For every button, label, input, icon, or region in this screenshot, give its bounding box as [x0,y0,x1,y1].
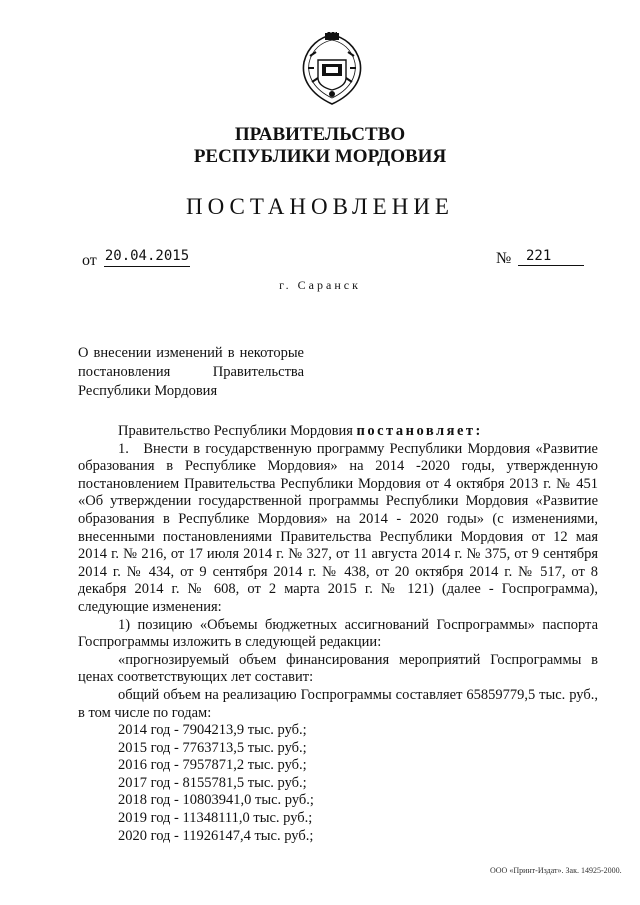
paragraph-1: 1. Внести в государственную программу Республики Мордовия «Развитие образования в Республике Мордовия» на 2014 -2020 годы, утвержденную постановлением Правительства Республики Мордовия от 4 октября 2013 г. № 451 «Об утверждении государственной программы Республики Мордовия «Развитие образования в Республике Мордовия» на 2014 - 2020 годы» (с изменениями, внесенными постановлениями Правительства Республики Мордовия от 12 мая 2014 г. № 216, от 17 июля 2014 г. № 327, от 11 августа 2014 г. № 375, от 9 сентября 2014 г. № 434, от 9 сентября 2014 г. № 438, от 20 октября 2014 г. № 517, от 8 декабря 2014 г. № 608, от 2 марта 2015 г. № 121) (далее - Госпрограмма), следующие изменения: [78,440,598,615]
paragraph-2: 1) позицию «Объемы бюджетных ассигнований Госпрограммы» паспорта Госпрограммы изложить в следующей редакции: [78,616,598,651]
intro-verb: постановляет: [356,423,483,439]
year-line: 2019 год - 11348111,0 тыс. руб.; [118,810,313,827]
number-label: № [496,250,512,267]
intro-paragraph [78,423,598,441]
year-line: 2020 год - 11926147,4 тыс. руб.; [118,827,314,844]
year-line: 2015 год - 7763713,5 тыс. руб.; [118,739,307,756]
document-subject: О внесении изменений в некоторые постановления Правительства Республики Мордовия [78,345,304,399]
paragraph-3: «прогнозируемый объем финансирования мероприятий Госпрограммы в ценах соответствующих лет составит: [78,651,598,686]
year-line: 2016 год - 7957871,2 тыс. руб.; [118,757,307,774]
coat-of-arms-icon [296,32,368,108]
printer-footer: ООО «Принт-Издат». Зак. 14925-2000. [490,866,622,875]
paragraph-4: общий объем на реализацию Госпрограммы составляет 65859779,5 тыс. руб., в том числе по годам: [78,686,598,721]
year-line: 2014 год - 7904213,9 тыс. руб.; [118,722,307,739]
document-date: 20.04.2015 [104,248,190,267]
document-number: 221 [518,248,584,266]
intro-text: Правительство Республики Мордовия [118,423,353,439]
document-type: ПОСТАНОВЛЕНИЕ [186,194,454,219]
city: г. Саранск [279,278,361,292]
date-label: от [82,252,97,269]
org-name-line2: РЕСПУБЛИКИ МОРДОВИЯ [193,146,447,167]
year-line: 2018 год - 10803941,0 тыс. руб.; [118,792,314,809]
year-line: 2017 год - 8155781,5 тыс. руб.; [118,774,307,791]
org-name-line1: ПРАВИТЕЛЬСТВО [234,124,406,145]
document-body [78,423,598,845]
